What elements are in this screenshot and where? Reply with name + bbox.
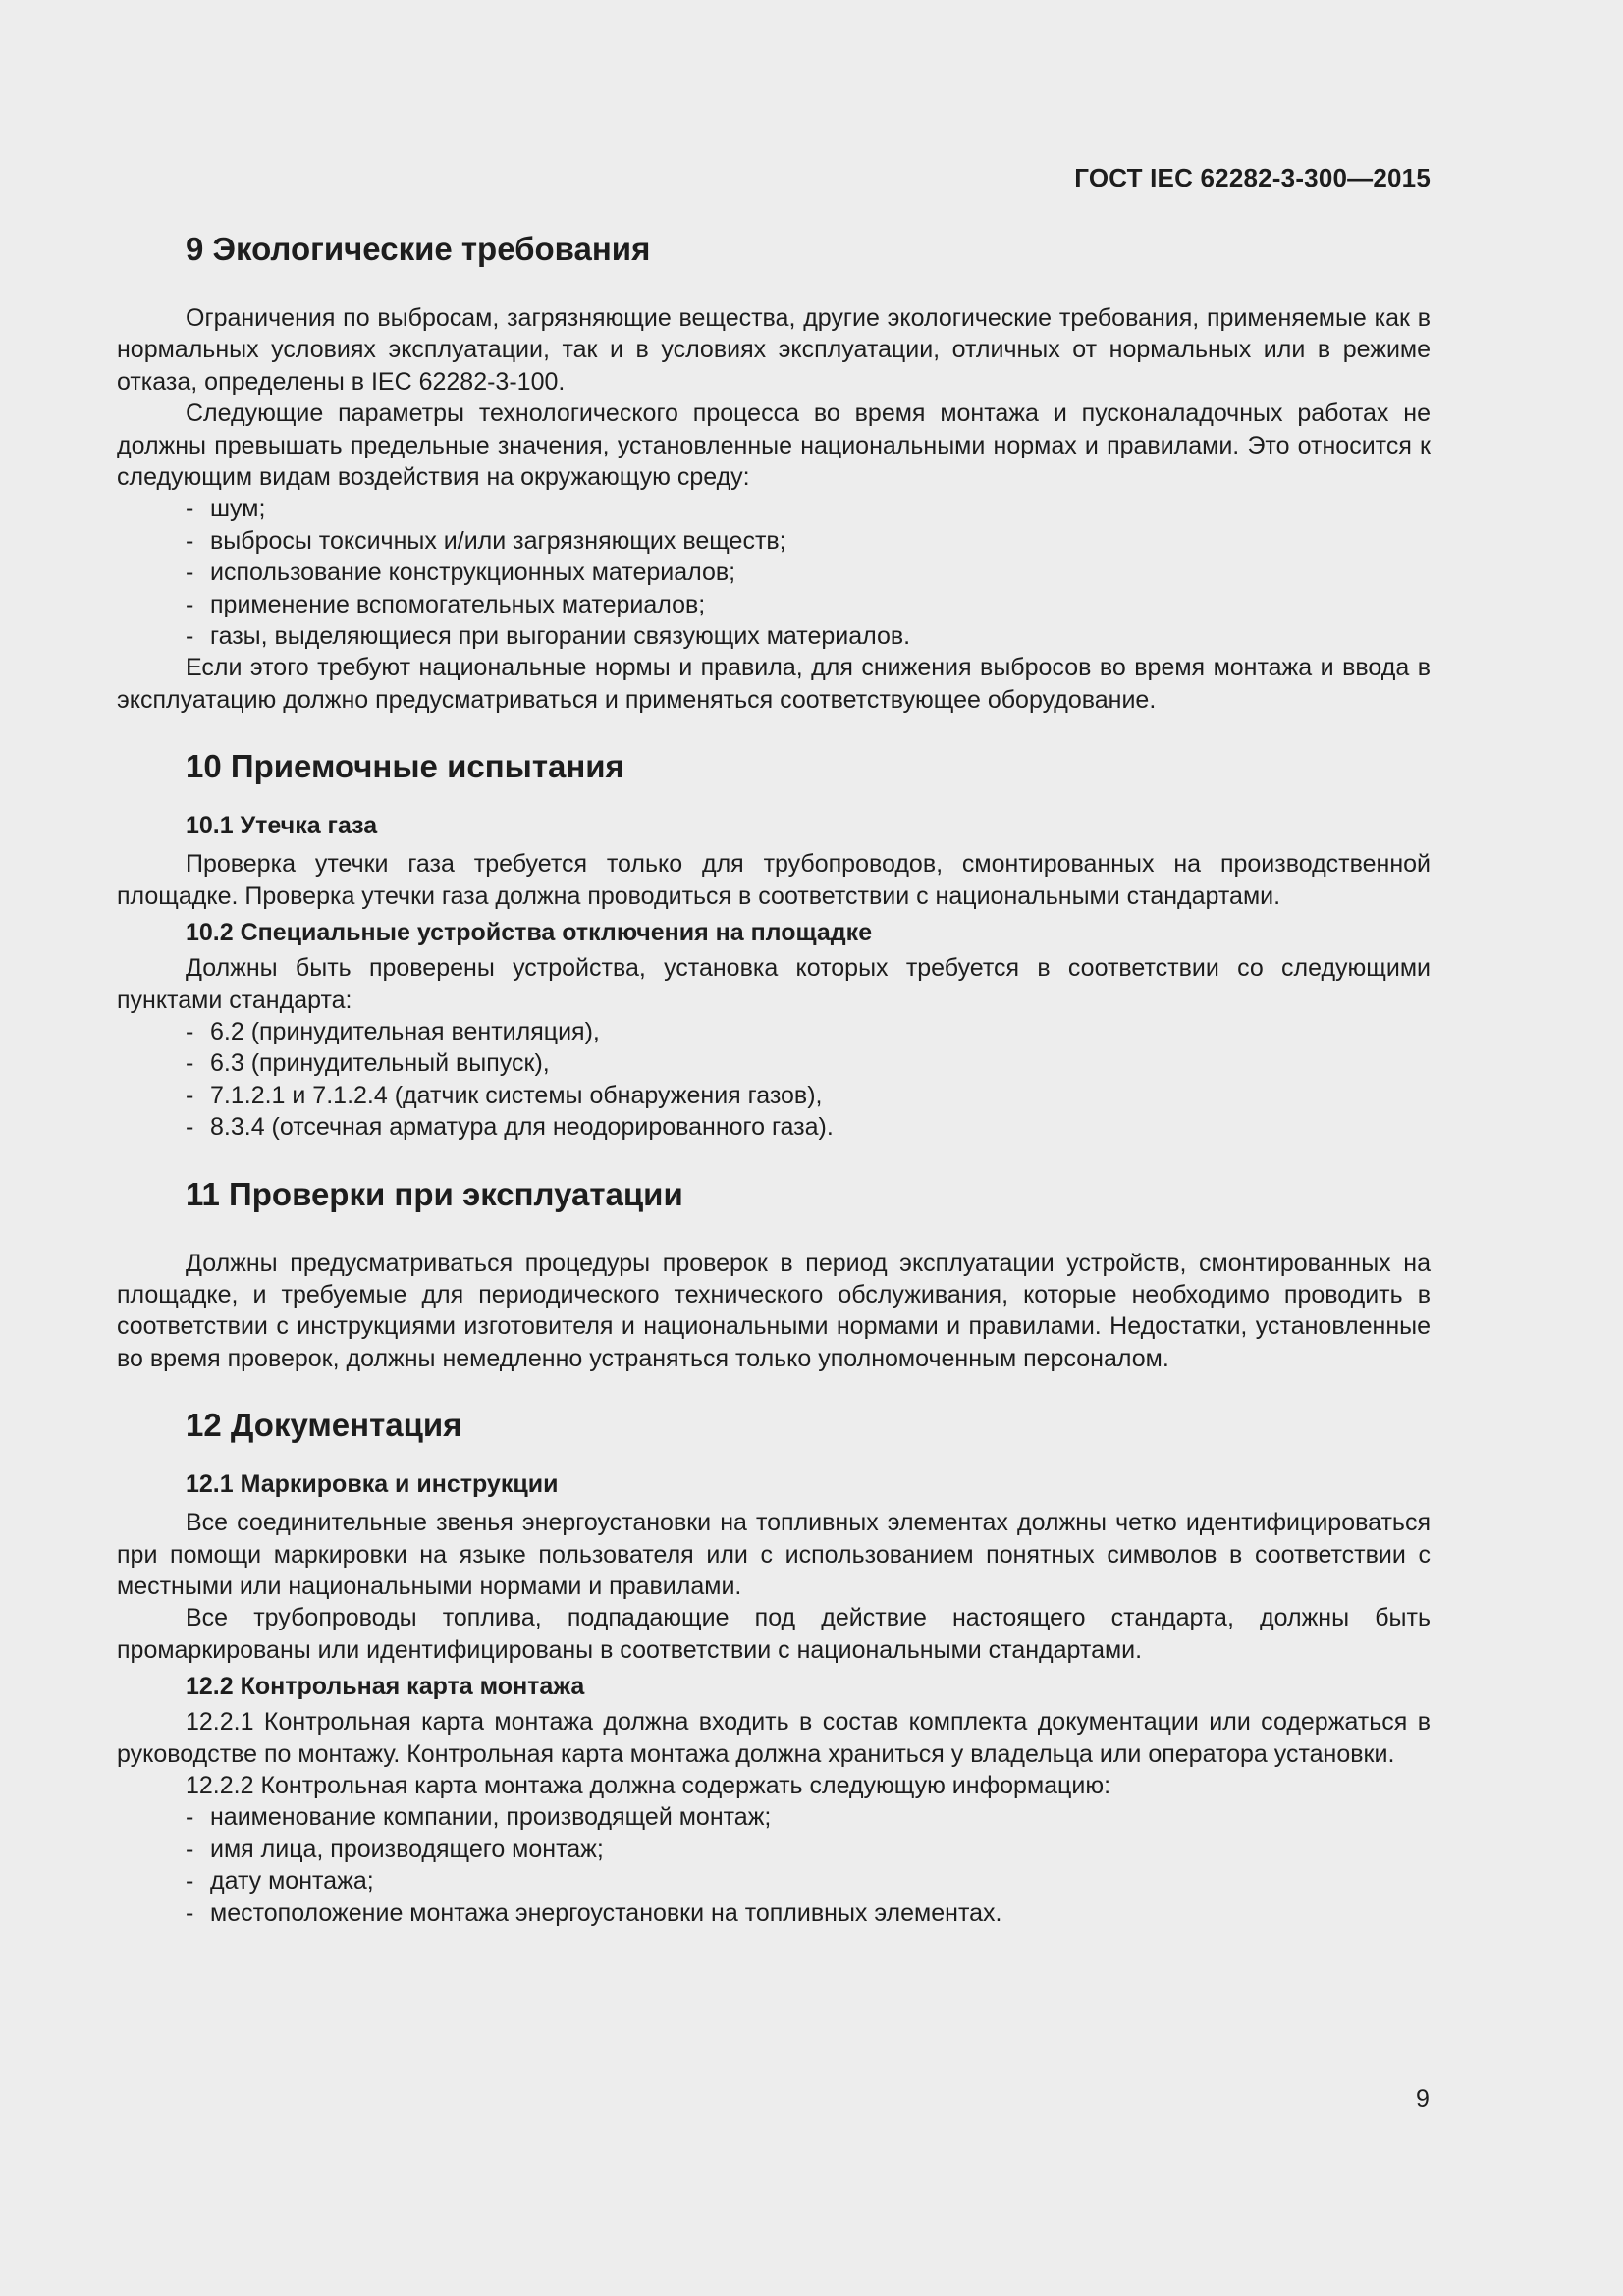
subsection-10-1-heading: 10.1 Утечка газа: [186, 812, 378, 840]
list-item: - наименование компании, производящей монтаж;: [186, 1801, 1431, 1833]
page-content: [117, 230, 1431, 1929]
section-10-heading: 10 Приемочные испытания: [186, 748, 624, 785]
section-12-heading: 12 Документация: [186, 1407, 462, 1444]
subsection-12-2-2-paragraph: 12.2.2 Контрольная карта монтажа должна содержать следующую информацию:: [186, 1772, 1111, 1799]
page-number: 9: [1416, 2085, 1430, 2112]
section-9-heading: 9 Экологические требования: [186, 231, 651, 267]
list-item: - 8.3.4 (отсечная арматура для неодорированного газа).: [186, 1111, 1431, 1143]
section-10-list: [117, 1016, 1431, 1144]
list-item: - 7.1.2.1 и 7.1.2.4 (датчик системы обнаружения газов),: [186, 1080, 1431, 1111]
section-11-heading: 11 Проверки при эксплуатации: [186, 1175, 683, 1212]
subsection-12-1-paragraph-1: Все соединительные звенья энергоустановки на топливных элементах должны четко идентифицироваться при помощи маркировки на языке пользователя или с использованием понятных символов в соответствии с местными или национальными нормами и правилами.: [117, 1509, 1431, 1600]
list-item: - имя лица, производящего монтаж;: [186, 1834, 1431, 1865]
list-item: - дату монтажа;: [186, 1865, 1431, 1896]
section-9-list: [117, 493, 1431, 652]
list-item: - 6.2 (принудительная вентиляция),: [186, 1016, 1431, 1047]
section-9-paragraph-1: Ограничения по выбросам, загрязняющие вещества, другие экологические требования, применяемые как в нормальных условиях эксплуатации, так и в условиях эксплуатации, отличных от нормальных или в режиме отказа, определены в IEC 62282-3-100.: [117, 304, 1431, 396]
document-code-header: ГОСТ IEC 62282-3-300—2015: [1074, 163, 1431, 192]
list-item: - применение вспомогательных материалов;: [186, 589, 1431, 620]
subsection-12-1-heading: 12.1 Маркировка и инструкции: [186, 1470, 559, 1499]
list-item: - использование конструкционных материалов;: [186, 557, 1431, 588]
subsection-12-2-heading: 12.2 Контрольная карта монтажа: [186, 1673, 585, 1701]
list-item: - газы, выделяющиеся при выгорании связующих материалов.: [186, 620, 1431, 652]
list-item: - выбросы токсичных и/или загрязняющих веществ;: [186, 525, 1431, 557]
section-12-list: [117, 1801, 1431, 1929]
subsection-10-2-paragraph: Должны быть проверены устройства, установка которых требуется в соответствии со следующими пунктами стандарта:: [117, 954, 1431, 1014]
section-9-paragraph-3: Если этого требуют национальные нормы и правила, для снижения выбросов во время монтажа и ввода в эксплуатацию должно предусматриваться и применяться соответствующее оборудование.: [117, 654, 1431, 714]
list-item: - 6.3 (принудительный выпуск),: [186, 1047, 1431, 1079]
section-11-paragraph: Должны предусматриваться процедуры проверок в период эксплуатации устройств, смонтированных на площадке, и требуемые для периодического технического обслуживания, которые необходимо проводить в соответствии с инструкциями изготовителя и национальными нормами и правилами. Недостатки, установленные во время проверок, должны немедленно устраняться только уполномоченным персоналом.: [117, 1249, 1431, 1372]
subsection-10-2-heading: 10.2 Специальные устройства отключения на площадке: [186, 919, 873, 947]
list-item: - местоположение монтажа энергоустановки на топливных элементах.: [186, 1897, 1431, 1929]
list-item: - шум;: [186, 493, 1431, 524]
section-9-paragraph-2: Следующие параметры технологического процесса во время монтажа и пусконаладочных работах не должны превышать предельные значения, установленные национальными нормах и правилами. Это относится к следующим видам воздействия на окружающую среду:: [117, 400, 1431, 492]
subsection-10-1-paragraph: Проверка утечки газа требуется только для трубопроводов, смонтированных на производственной площадке. Проверка утечки газа должна проводиться в соответствии с национальными стандартами.: [117, 850, 1431, 910]
subsection-12-1-paragraph-2: Все трубопроводы топлива, подпадающие под действие настоящего стандарта, должны быть промаркированы или идентифицированы в соответствии с национальными стандартами.: [117, 1604, 1431, 1664]
subsection-12-2-1-paragraph: 12.2.1 Контрольная карта монтажа должна входить в состав комплекта документации или содержаться в руководстве по монтажу. Контрольная карта монтажа должна храниться у владельца или оператора установки.: [117, 1708, 1431, 1768]
